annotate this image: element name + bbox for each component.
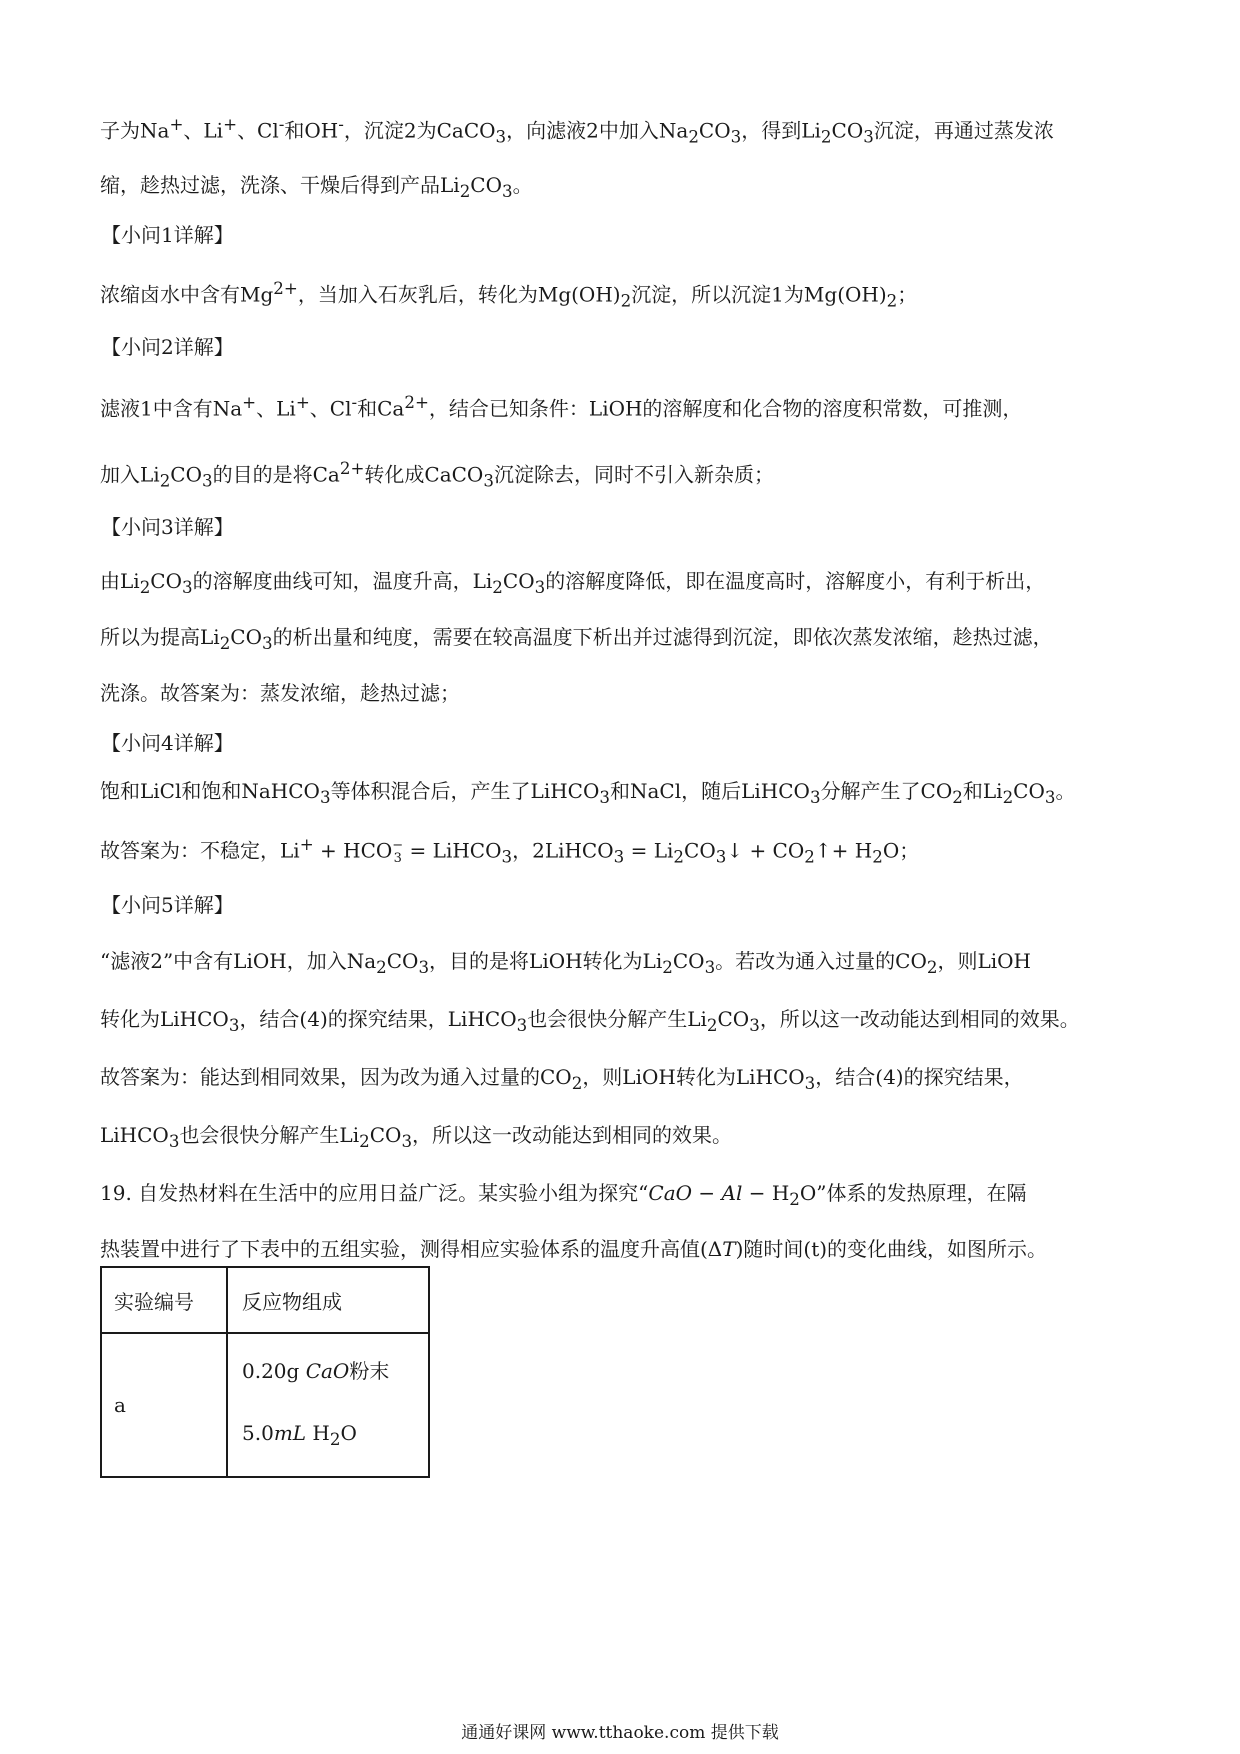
- paragraph-line: 缩，趁热过滤，洗涤、干燥后得到产品$Li_2CO_3$。: [100, 173, 533, 201]
- section-heading: 【小问4详解】: [101, 731, 234, 755]
- paragraph-line: 故答案为：能达到相同效果，因为改为通入过量的$CO_2$，则LiOH转化为LiHCO$_3$，结合(4)的探究结果，: [100, 1065, 1024, 1093]
- table-header-cell: 实验编号: [101, 1267, 227, 1333]
- paragraph-line: 转化为LiHCO$_3$，结合(4)的探究结果，LiHCO$_3$也会很快分解产生$Li_2CO_3$，所以这一改动能达到相同的效果。: [100, 1007, 1080, 1035]
- paragraph-line: 由$Li_2CO_3$的溶解度曲线可知，温度升高，$Li_2CO_3$的溶解度降低，即在温度高时，溶解度小，有利于析出，: [100, 569, 1046, 597]
- paragraph-line: “滤液2”中含有LiOH，加入$Na_2CO_3$，目的是将LiOH转化为$Li_2CO_3$。若改为通入过量的$CO_2$，则LiOH: [100, 949, 1031, 977]
- experiment-id-cell: a: [101, 1333, 227, 1477]
- table-header-cell: 反应物组成: [227, 1267, 429, 1333]
- paragraph-line: 洗涤。故答案为：蒸发浓缩，趁热过滤；: [100, 681, 460, 705]
- section-heading: 【小问1详解】: [101, 223, 234, 247]
- reactant-line: 5.0mL $H_2O$: [242, 1420, 357, 1449]
- experiment-table: [100, 1266, 430, 1478]
- paragraph-line: 故答案为：不稳定，Li+ + HCO − 3 = LiHCO$_3$，2LiHCO$_3$ = $Li_2CO_3↓$ + $CO_2↑+ H_2O$；: [100, 835, 920, 867]
- section-heading: 【小问2详解】: [101, 335, 234, 359]
- paragraph-line: 浓缩卤水中含有$Mg^{2+}$，当加入石灰乳后，转化为$Mg(OH)_2$沉淀，所以沉淀1为$Mg(OH)_2$；: [100, 279, 918, 311]
- paragraph-line: LiHCO$_3$也会很快分解产生$Li_2CO_3$，所以这一改动能达到相同的效果。: [100, 1123, 733, 1151]
- paragraph-line: 热装置中进行了下表中的五组实验，测得相应实验体系的温度升高值(ΔT)随时间(t)的变化曲线，如图所示。: [100, 1237, 1048, 1261]
- paragraph-line: 滤液1中含有Na+、Li+、Cl-和$Ca^{2+}$，结合已知条件：LiOH的溶解度和化合物的溶度积常数，可推测，: [100, 393, 1023, 421]
- reactant-line: 0.20g CaO粉末: [242, 1358, 390, 1383]
- reactant-cell: [227, 1333, 429, 1477]
- paragraph-line: 所以为提高$Li_2CO_3$的析出量和纯度，需要在较高温度下析出并过滤得到沉淀，即依次蒸发浓缩，趁热过滤，: [100, 625, 1053, 653]
- table-row: [101, 1333, 429, 1477]
- question-19-text: 19. 自发热材料在生活中的应用日益广泛。某实验小组为探究“CaO − $Al - H_2O$”体系的发热原理，在隔: [100, 1181, 1027, 1209]
- table-header-row: [101, 1267, 429, 1333]
- section-heading: 【小问3详解】: [101, 515, 234, 539]
- paragraph-line: 饱和LiCl和饱和NaHCO$_3$等体积混合后，产生了LiHCO$_3$和NaCl，随后LiHCO$_3$分解产生了$CO_2$和$Li_2CO_3$。: [100, 779, 1076, 807]
- page-footer: 通通好课网 www.tthaoke.com 提供下载: [461, 1723, 779, 1743]
- paragraph-line: 子为Na+、Li+、Cl-和OH-，沉淀2为CaCO$_3$，向滤液2中加入$Na_2CO_3$，得到$Li_2CO_3$沉淀，再通过蒸发浓: [100, 115, 1054, 147]
- section-heading: 【小问5详解】: [101, 893, 234, 917]
- paragraph-line: 加入$Li_2CO_3$的目的是将$Ca^{2+}$转化成CaCO$_3$沉淀除去，同时不引入新杂质；: [100, 459, 774, 491]
